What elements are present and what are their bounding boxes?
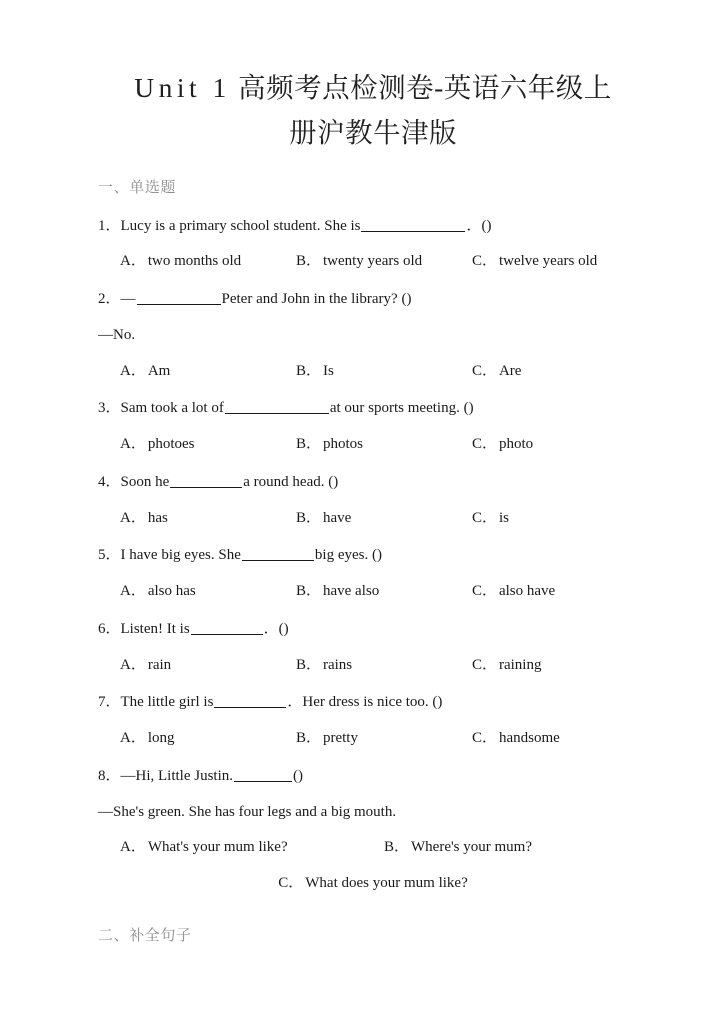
question-5-text-after: big eyes. ( <box>314 547 377 564</box>
option-7-a[interactable] <box>120 728 296 750</box>
question-8-text-before: —Hi, Little Justin. <box>120 767 234 784</box>
option-5-b-key: B． <box>295 583 321 600</box>
section-header-1: 一、单选题 <box>98 180 177 197</box>
option-8-a[interactable] <box>120 837 384 859</box>
option-4-c-text: is <box>498 509 509 526</box>
question-7-number: 7． <box>98 694 121 711</box>
option-1-a-key: A． <box>120 253 146 270</box>
option-8-c-text: What does your mum like? <box>305 875 468 892</box>
option-2-b-text: Is <box>322 362 334 379</box>
question-3-number: 3． <box>98 400 121 417</box>
question-8-number: 8． <box>98 767 121 784</box>
option-1-a-text: two months old <box>147 253 242 270</box>
question-5-number: 5． <box>98 547 121 564</box>
option-2-a-key: A． <box>120 362 146 379</box>
question-7-options <box>98 714 648 750</box>
option-8-b[interactable] <box>384 837 648 859</box>
option-2-a[interactable] <box>120 361 296 383</box>
option-4-b[interactable] <box>296 508 472 530</box>
question-2-paren-close: ) <box>406 291 412 308</box>
option-8-c[interactable] <box>278 873 467 895</box>
question-3-paren-close: ) <box>468 400 474 417</box>
question-2-text-before: — <box>120 291 136 308</box>
question-2-stem <box>98 289 648 311</box>
option-2-c-key: C． <box>471 362 497 379</box>
question-4 <box>98 456 648 530</box>
page-title-line2: 册沪教牛津版 <box>289 116 457 148</box>
option-6-b-key: B． <box>295 656 321 673</box>
option-1-b[interactable] <box>296 251 472 273</box>
option-6-b[interactable] <box>296 655 472 677</box>
question-8 <box>98 750 648 895</box>
question-2-text-after: Peter and John in the library? ( <box>221 291 407 308</box>
question-6-text-before: Listen! It is <box>120 620 190 637</box>
option-7-b-key: B． <box>295 730 321 747</box>
option-3-a-key: A． <box>120 436 146 453</box>
option-4-b-text: have <box>322 509 352 526</box>
question-5-stem <box>98 545 648 567</box>
option-1-c-key: C． <box>471 253 497 270</box>
option-1-a[interactable] <box>120 251 296 273</box>
question-8-paren-close: ) <box>298 767 304 784</box>
question-2-options <box>98 347 648 383</box>
question-1 <box>98 200 648 274</box>
option-4-c-key: C． <box>471 509 497 526</box>
option-3-a-text: photoes <box>147 436 195 453</box>
question-8-options-row1 <box>98 823 648 859</box>
question-3-text-before: Sam took a lot of <box>120 400 224 417</box>
option-3-b-text: photos <box>322 436 363 453</box>
option-1-b-key: B． <box>295 253 321 270</box>
question-8-options-row2 <box>98 859 648 895</box>
question-7 <box>98 676 648 750</box>
question-6-options <box>98 641 648 677</box>
option-3-a[interactable] <box>120 434 296 456</box>
option-7-b[interactable] <box>296 728 472 750</box>
section-header-2: 二、补全句子 <box>98 927 192 944</box>
question-1-options <box>98 237 648 273</box>
option-2-b[interactable] <box>296 361 472 383</box>
option-6-c[interactable] <box>472 655 648 677</box>
option-8-a-text: What's your mum like? <box>147 839 288 856</box>
question-1-stem <box>98 216 648 238</box>
option-5-b[interactable] <box>296 581 472 603</box>
option-1-c[interactable] <box>472 251 648 273</box>
question-6-blank[interactable] <box>191 634 263 635</box>
question-3-stem <box>98 398 648 420</box>
question-8-text-after: ( <box>293 767 299 784</box>
question-2-continuation: —No. <box>98 326 136 343</box>
question-6-stem <box>98 619 648 641</box>
option-1-c-text: twelve years old <box>498 253 598 270</box>
option-6-c-key: C． <box>471 656 497 673</box>
question-5-paren-close: ) <box>376 547 382 564</box>
question-7-paren-close: ) <box>437 694 443 711</box>
option-7-b-text: pretty <box>322 730 358 747</box>
question-4-stem <box>98 472 648 494</box>
question-4-options <box>98 494 648 530</box>
question-8-stem <box>98 766 648 788</box>
option-7-c[interactable] <box>472 728 648 750</box>
option-4-c[interactable] <box>472 508 648 530</box>
option-6-a[interactable] <box>120 655 296 677</box>
option-7-c-text: handsome <box>498 730 560 747</box>
option-8-a-key: A． <box>120 839 146 856</box>
question-7-text-before: The little girl is <box>120 694 214 711</box>
option-2-c-text: Are <box>498 362 522 379</box>
question-2 <box>98 273 648 382</box>
page-title <box>98 0 648 155</box>
option-4-a[interactable] <box>120 508 296 530</box>
question-7-text-after: ．Her dress is nice too. ( <box>287 694 438 711</box>
option-8-c-key: C． <box>278 875 304 892</box>
option-3-c-text: photo <box>498 436 534 453</box>
question-6-text-after: ．( <box>263 620 284 637</box>
option-8-b-text: Where's your mum? <box>411 839 533 856</box>
question-8-continuation: —She's green. She has four legs and a big mouth. <box>98 803 397 820</box>
question-5-text-before: I have big eyes. She <box>120 547 241 564</box>
question-7-blank[interactable] <box>214 707 286 708</box>
question-5 <box>98 529 648 603</box>
option-3-c[interactable] <box>472 434 648 456</box>
option-6-a-text: rain <box>147 656 172 673</box>
page-bottom-spacer <box>98 947 648 987</box>
option-4-b-key: B． <box>295 509 321 526</box>
option-7-c-key: C． <box>471 730 497 747</box>
question-4-blank[interactable] <box>170 487 242 488</box>
question-2-number: 2． <box>98 291 121 308</box>
question-8-blank[interactable] <box>234 781 292 782</box>
question-1-blank[interactable] <box>361 231 465 232</box>
option-8-b-key: B． <box>384 839 410 856</box>
question-3 <box>98 382 648 456</box>
option-4-a-text: has <box>147 509 168 526</box>
question-6 <box>98 603 648 677</box>
option-5-c-key: C． <box>471 583 497 600</box>
page-title-cjk: 高频考点检测卷-英语六年级上 <box>238 72 612 103</box>
option-6-b-text: rains <box>322 656 353 673</box>
option-2-a-text: Am <box>147 362 171 379</box>
option-4-a-key: A． <box>120 509 146 526</box>
question-4-paren-close: ) <box>333 473 339 490</box>
question-1-text-before: Lucy is a primary school student. She is <box>120 217 361 234</box>
page-title-latin: Unit 1 <box>134 72 231 103</box>
option-3-b[interactable] <box>296 434 472 456</box>
question-3-options <box>98 420 648 456</box>
question-5-blank[interactable] <box>242 560 314 561</box>
option-5-a-key: A． <box>120 583 146 600</box>
option-7-a-text: long <box>147 730 175 747</box>
question-6-number: 6． <box>98 620 121 637</box>
option-5-a-text: also has <box>147 583 196 600</box>
option-3-c-key: C． <box>471 436 497 453</box>
option-5-c[interactable] <box>472 581 648 603</box>
question-1-text-after: ．( <box>466 217 487 234</box>
option-5-c-text: also have <box>498 583 556 600</box>
question-4-number: 4． <box>98 473 121 490</box>
option-7-a-key: A． <box>120 730 146 747</box>
option-5-a[interactable] <box>120 581 296 603</box>
option-3-b-key: B． <box>295 436 321 453</box>
question-3-blank[interactable] <box>225 413 329 414</box>
question-4-text-after: a round head. ( <box>243 473 334 490</box>
question-1-paren-close: ) <box>486 217 492 234</box>
option-6-a-key: A． <box>120 656 146 673</box>
option-2-b-key: B． <box>295 362 321 379</box>
question-1-number: 1． <box>98 217 121 234</box>
question-7-stem <box>98 692 648 714</box>
question-5-options <box>98 567 648 603</box>
question-3-text-after: at our sports meeting. ( <box>329 400 469 417</box>
option-1-b-text: twenty years old <box>322 253 423 270</box>
option-5-b-text: have also <box>322 583 380 600</box>
option-6-c-text: raining <box>498 656 542 673</box>
question-6-paren-close: ) <box>283 620 289 637</box>
question-2-blank[interactable] <box>137 304 221 305</box>
question-4-text-before: Soon he <box>120 473 170 490</box>
option-2-c[interactable] <box>472 361 648 383</box>
